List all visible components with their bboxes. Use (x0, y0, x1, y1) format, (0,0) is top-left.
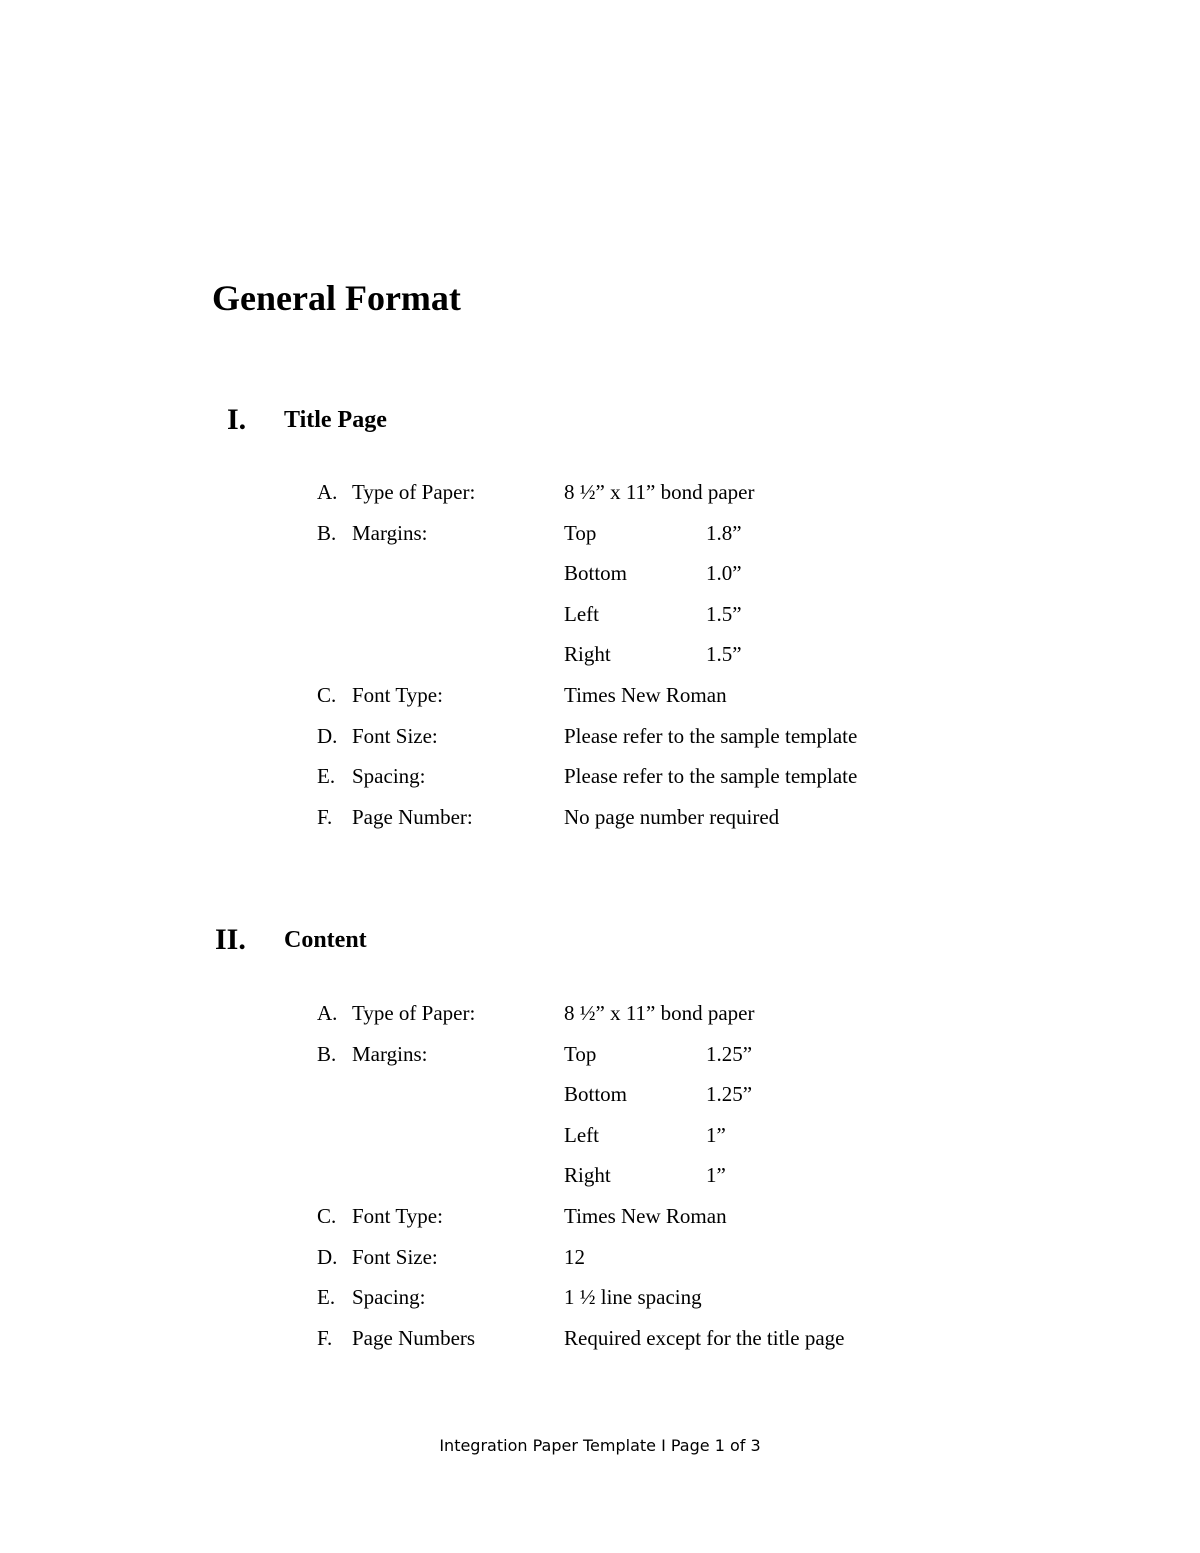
item-label: Page Numbers (352, 1325, 476, 1350)
list-item (0, 802, 1200, 843)
item-letter: D. (317, 723, 338, 748)
document-title: General Format (212, 278, 461, 318)
list-item (0, 1242, 1200, 1283)
item-letter: E. (317, 1285, 336, 1310)
list-item (0, 1201, 1200, 1242)
item-letter: B. (317, 520, 337, 545)
list-item (0, 477, 1200, 518)
item-letter: C. (317, 1203, 337, 1228)
item-sub-value: 1.25” (706, 1082, 753, 1107)
section-title: Title Page (284, 407, 387, 433)
item-label: Margins: (352, 520, 428, 545)
item-letter: A. (317, 480, 338, 504)
list-item (0, 1282, 1200, 1323)
item-sub-value: 1.0” (706, 561, 742, 586)
list-item (0, 1323, 1200, 1364)
item-letter: F. (317, 1325, 333, 1350)
item-sub-value: 1.25” (706, 1041, 753, 1066)
list-item (0, 1160, 1200, 1201)
item-value: 8 ½” x 11” bond paper (564, 1001, 755, 1025)
item-value: Please refer to the sample template (564, 764, 858, 789)
item-sub-value: 1” (706, 1163, 726, 1188)
item-label: Type of Paper: (352, 1001, 476, 1025)
list-item (0, 639, 1200, 680)
item-value: Left (564, 601, 599, 626)
list-item (0, 680, 1200, 721)
list-item (0, 1120, 1200, 1161)
item-label: Type of Paper: (352, 480, 476, 504)
item-label: Font Type: (352, 682, 443, 707)
item-sub-value: 1.5” (706, 601, 742, 626)
item-value: Top (564, 1041, 597, 1066)
section-title-page-list (0, 477, 1200, 842)
item-label: Margins: (352, 1041, 428, 1066)
list-item (0, 721, 1200, 762)
section-heading-content (0, 920, 1200, 964)
item-label: Spacing: (352, 1285, 426, 1310)
item-value: No page number required (564, 804, 780, 829)
list-item (0, 1079, 1200, 1120)
section-title: Content (284, 927, 367, 953)
item-value: Right (564, 642, 611, 667)
section-heading-title-page (0, 400, 1200, 444)
item-label: Font Size: (352, 723, 438, 748)
item-value: 8 ½” x 11” bond paper (564, 480, 755, 504)
item-letter: C. (317, 682, 337, 707)
item-value: Required except for the title page (564, 1325, 845, 1350)
list-item (0, 518, 1200, 559)
item-value: Left (564, 1122, 599, 1147)
item-letter: A. (317, 1001, 338, 1025)
item-value: Top (564, 520, 597, 545)
item-sub-value: 1” (706, 1122, 726, 1147)
list-item (0, 558, 1200, 599)
item-sub-value: 1.5” (706, 642, 742, 667)
item-value: 12 (564, 1244, 585, 1269)
item-label: Font Size: (352, 1244, 438, 1269)
section-content-list (0, 998, 1200, 1363)
item-value: Please refer to the sample template (564, 723, 858, 748)
item-label: Spacing: (352, 764, 426, 789)
item-value: Times New Roman (564, 682, 727, 707)
item-value: 1 ½ line spacing (564, 1285, 702, 1310)
item-label: Page Number: (352, 804, 473, 829)
item-value: Bottom (564, 561, 628, 586)
page-footer: Integration Paper Template I Page 1 of 3 (439, 1436, 761, 1455)
item-letter: E. (317, 764, 336, 789)
item-sub-value: 1.8” (706, 520, 742, 545)
list-item (0, 998, 1200, 1039)
list-item (0, 1039, 1200, 1080)
list-item (0, 599, 1200, 640)
item-value: Bottom (564, 1082, 628, 1107)
item-value: Times New Roman (564, 1203, 727, 1228)
item-label: Font Type: (352, 1203, 443, 1228)
item-letter: D. (317, 1244, 338, 1269)
section-numeral: I. (227, 403, 247, 436)
section-numeral: II. (215, 923, 246, 956)
item-value: Right (564, 1163, 611, 1188)
list-item (0, 761, 1200, 802)
item-letter: B. (317, 1041, 337, 1066)
item-letter: F. (317, 804, 333, 829)
